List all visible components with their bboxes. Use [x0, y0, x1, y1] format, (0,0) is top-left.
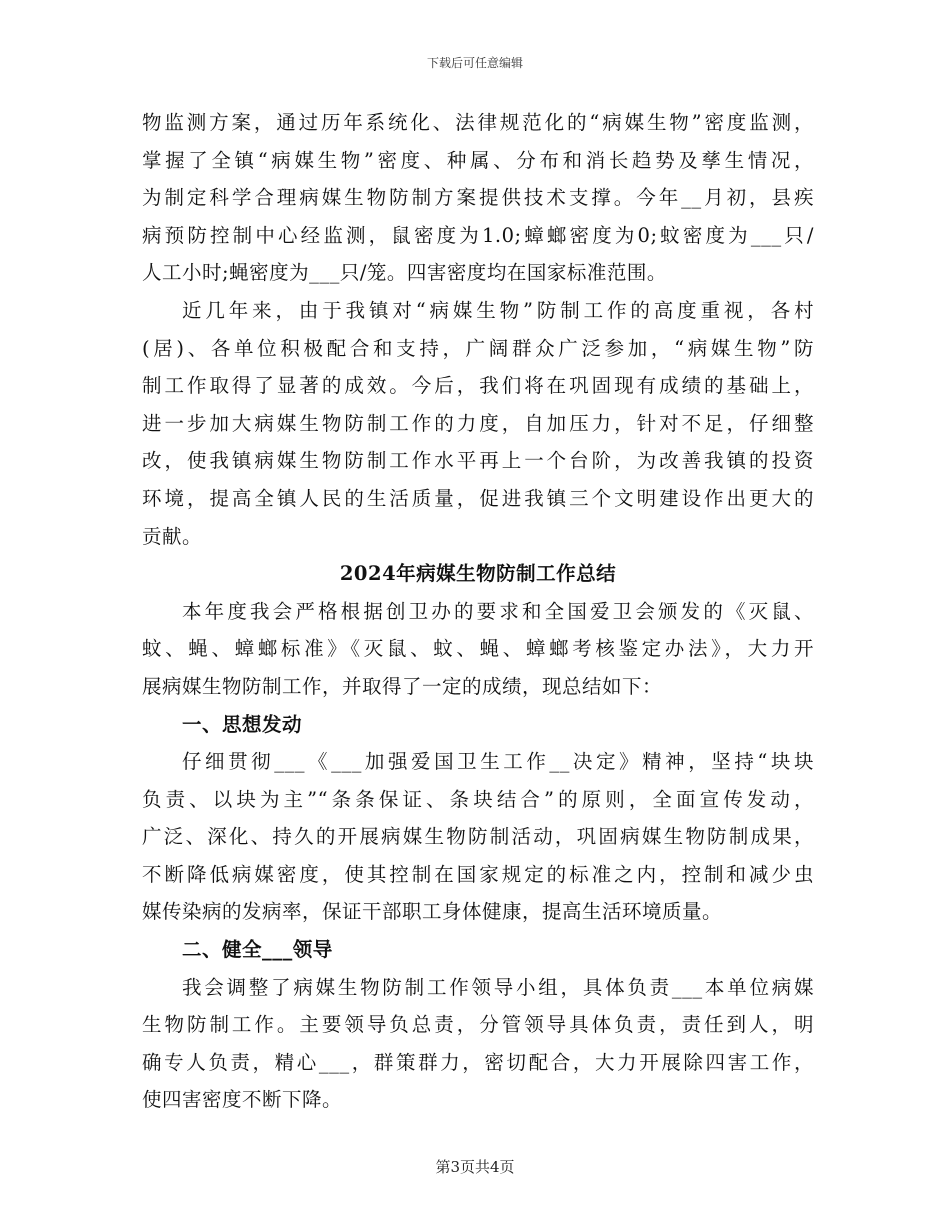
- paragraph-4: [142, 743, 814, 931]
- paragraph-1: [142, 104, 814, 292]
- text-line: 贡献。: [142, 524, 203, 548]
- text-line: 病预防控制中心经监测，鼠密度为1.0;蟑螂密度为0;蚊密度为___只/: [142, 223, 814, 247]
- section-heading-2: 二、健全___领导: [182, 938, 333, 962]
- text-line: 负责、以块为主”“条条保证、条块结合”的原则，全面宣传发动，: [142, 787, 814, 811]
- text-line: 媒传染病的发病率，保证干部职工身体健康，提高生活环境质量。: [142, 900, 723, 924]
- text-line: 广泛、深化、持久的开展病媒生物防制活动，巩固病媒生物防制成果，: [142, 825, 814, 849]
- text-line: 确专人负责，精心___，群策群力，密切配合，大力开展除四害工作，: [142, 1050, 814, 1074]
- text-line: 物监测方案，通过历年系统化、法律规范化的“病媒生物”密度监测，: [142, 111, 814, 134]
- text-line: 制工作取得了显著的成效。今后，我们将在巩固现有成绩的基础上，: [142, 374, 814, 398]
- page-header: 下载后可任意编辑: [426, 56, 523, 70]
- text-line: 展病媒生物防制工作，并取得了一定的成绩，现总结如下：: [142, 674, 663, 698]
- text-line: 改，使我镇病媒生物防制工作水平再上一个台阶，为改善我镇的投资: [142, 449, 814, 473]
- text-line: 生物防制工作。主要领导负总责，分管领导具体负责，责任到人，明: [142, 1013, 814, 1037]
- text-line: 使四害密度不断下降。: [142, 1088, 343, 1112]
- text-line: 为制定科学合理病媒生物防制方案提供技术支撑。今年__月初，县疾: [142, 186, 814, 210]
- text-line: 我会调整了病媒生物防制工作领导小组，具体负责___本单位病媒: [182, 975, 814, 999]
- text-line: 不断降低病媒密度，使其控制在国家规定的标准之内，控制和减少虫: [142, 862, 814, 886]
- page-footer: 第3页共4页: [435, 1158, 515, 1176]
- text-line: 进一步加大病媒生物防制工作的力度，自加压力，针对不足，仔细整: [142, 411, 814, 435]
- document-body: [142, 104, 814, 1119]
- text-line: 仔细贯彻___《___加强爱国卫生工作__决定》精神，坚持“块块: [182, 750, 814, 774]
- text-line: (居)、各单位积极配合和支持，广阔群众广泛参加，“病媒生物”防: [142, 336, 814, 360]
- text-line: 环境，提高全镇人民的生活质量，促进我镇三个文明建设作出更大的: [142, 486, 814, 510]
- paragraph-5: [142, 969, 814, 1119]
- text-line: 蚊、蝇、蟑螂标准》《灭鼠、蚊、蝇、蟑螂考核鉴定办法》，大力开: [142, 637, 814, 661]
- text-line: 人工小时;蝇密度为___只/笼。四害密度均在国家标准范围。: [142, 261, 667, 285]
- document-title: 2024年病媒生物防制工作总结: [339, 562, 617, 586]
- text-line: 本年度我会严格根据创卫办的要求和全国爱卫会颁发的《灭鼠、: [182, 599, 814, 623]
- paragraph-3: [142, 593, 814, 706]
- text-line: 近几年来，由于我镇对“病媒生物”防制工作的高度重视，各村: [182, 298, 814, 322]
- text-line: 掌握了全镇“病媒生物”密度、种属、分布和消长趋势及孳生情况，: [142, 148, 814, 172]
- paragraph-2: [142, 292, 814, 555]
- section-heading-1: 一、思想发动: [182, 712, 303, 736]
